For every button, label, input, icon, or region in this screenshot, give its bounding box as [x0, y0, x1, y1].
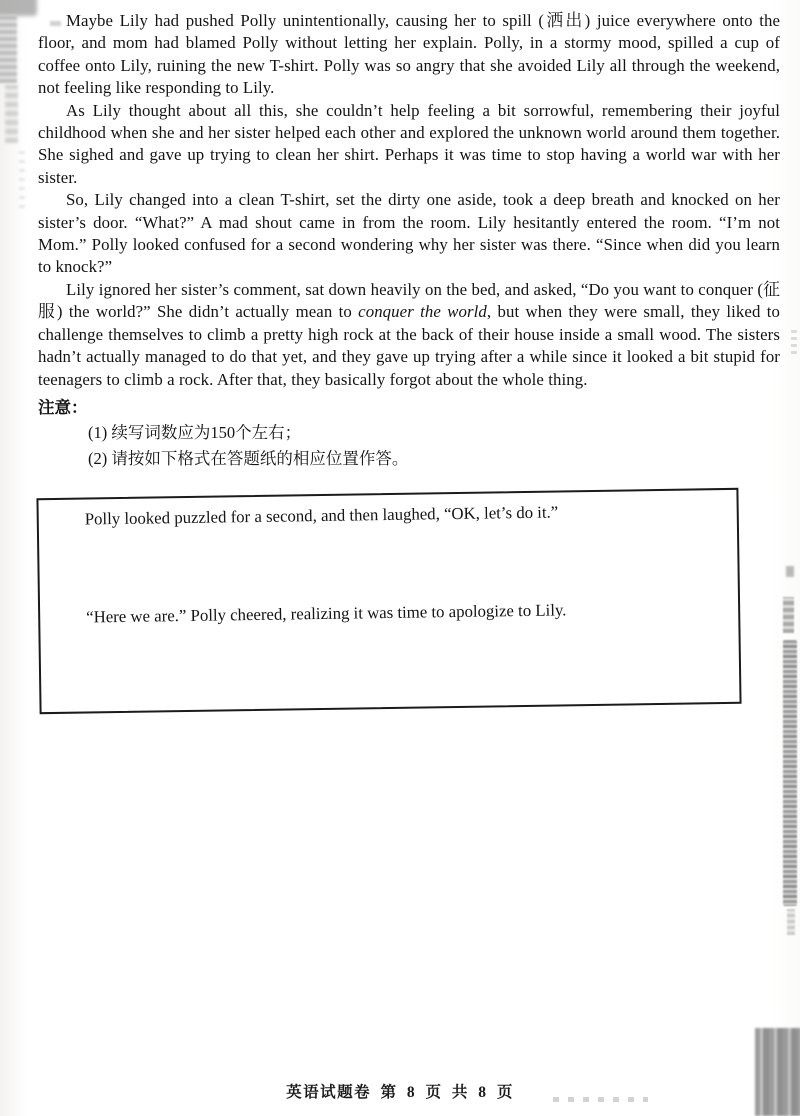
paragraph-4-before-italic: Lily ignored her sister’s comment, sat down heavily on the bed, and asked, “Do you want to conquer (征服) the world?” She didn’t actually mean to — [38, 279, 780, 322]
scan-noise-bottom-right — [755, 1028, 800, 1116]
scan-noise-left-edge — [19, 148, 25, 208]
notice-item-2: (2) 请按如下格式在答题纸的相应位置作答。 — [88, 448, 409, 468]
paragraph-4 — [38, 279, 780, 391]
paragraph-4-after-italic: , but when they were small, they liked to challenge themselves to climb a pretty high rock at the back of their house inside a small wood. The sisters hadn’t actually managed to do that yet, and they gave up trying after a while since it looked a bit stupid for teenagers to climb a rock. After that, they basically forgot about the whole thing. — [38, 302, 781, 389]
scan-noise-right-3 — [791, 330, 797, 354]
reading-passage — [38, 10, 780, 709]
scan-noise-top-left-3 — [5, 85, 18, 143]
scan-bleedthrough-strip-tail — [787, 909, 795, 935]
paragraph-3: So, Lily changed into a clean T-shirt, set the dirty one aside, took a deep breath and knocked on her sister’s door. “What?” A mad shout came in from the room. Lily hesitantly entered the room. “I’m not Mom.” Polly looked confused for a second wondering why her sister was there. “Since when did you learn to knock?” — [38, 190, 780, 277]
paragraph-1: Maybe Lily had pushed Polly unintentionally, causing her to spill (洒出) juice everywhere onto the floor, and mom had blamed Polly without letting her explain. Polly, in a stormy mood, spilled a cup of coffee onto Lily, ruining the new T-shirt. Polly was so angry that she avoided Lily all through the weekend, not feeling like responding to Lily. — [38, 11, 780, 98]
paragraph-2: As Lily thought about all this, she couldn’t help feeling a bit sorrowful, remembering their joyful childhood when she and her sister helped each other and explored the unknown world around them together. She sighed and gave up trying to clean her shirt. Perhaps it was time to stop having a world war with her sister. — [38, 100, 780, 187]
scan-noise-top-left-2 — [0, 15, 17, 83]
continuation-opening-sentence-2: “Here we are.” Polly cheered, realizing it was time to apologize to Lily. — [86, 600, 567, 627]
scan-bleedthrough-strip — [783, 640, 797, 906]
scan-noise-top-left-1 — [0, 0, 37, 16]
answer-format-box — [36, 488, 741, 714]
notice-label: 注意： — [38, 397, 88, 417]
scan-noise-right-2 — [783, 597, 794, 633]
notice-section — [38, 397, 780, 471]
page-footer: 英语试题卷 第 8 页 共 8 页 — [286, 1084, 514, 1101]
notice-item-1: (1) 续写词数应为150个左右； — [88, 422, 302, 442]
continuation-opening-sentence-1: Polly looked puzzled for a second, and then laughed, “OK, let’s do it.” — [84, 502, 559, 529]
italic-phrase: conquer the world — [358, 302, 487, 322]
scan-noise-right-1 — [786, 566, 794, 577]
